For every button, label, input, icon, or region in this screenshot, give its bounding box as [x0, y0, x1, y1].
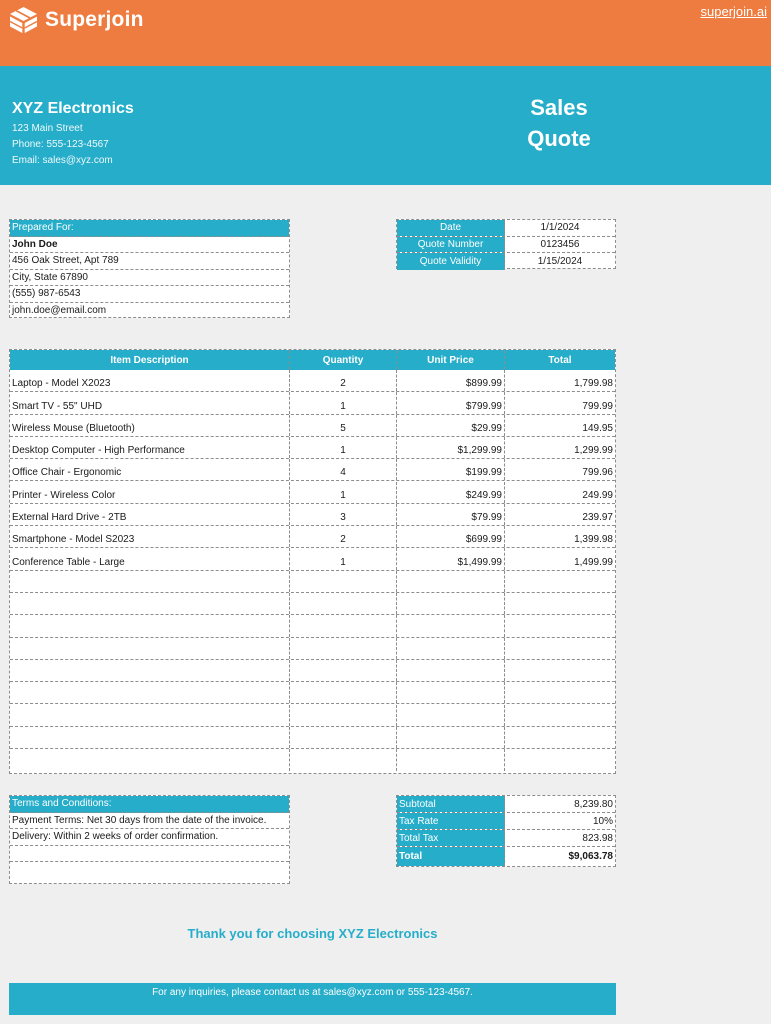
item-unit-price-cell[interactable] [397, 682, 505, 703]
item-description-cell[interactable] [10, 615, 290, 636]
item-unit-price-cell[interactable] [397, 593, 505, 614]
table-row [10, 548, 615, 570]
grand-total-value[interactable]: $9,063.78 [568, 851, 613, 862]
item-description-cell[interactable]: Office Chair - Ergonomic [10, 459, 290, 480]
terms-label: Terms and Conditions: [10, 796, 289, 813]
quote-date-row [397, 220, 615, 237]
totals-block [396, 795, 616, 867]
item-unit-price-cell[interactable] [397, 727, 505, 748]
item-total-cell[interactable] [505, 593, 615, 614]
item-unit-price-cell[interactable] [397, 749, 505, 771]
payment-terms[interactable]: Payment Terms: Net 30 days from the date of the invoice. [10, 813, 289, 830]
cube-logo-icon [8, 6, 39, 34]
quote-info-block [396, 219, 616, 269]
company-phone: Phone: 555-123-4567 [12, 139, 109, 150]
item-quantity-cell[interactable]: 2 [290, 370, 397, 391]
item-description-cell[interactable]: Desktop Computer - High Performance [10, 437, 290, 458]
item-description-cell[interactable] [10, 682, 290, 703]
table-row [10, 705, 615, 727]
column-header-description: Item Description [10, 350, 290, 370]
column-header-total: Total [548, 354, 572, 366]
item-total-cell[interactable] [505, 571, 615, 592]
table-row [10, 504, 615, 526]
prepared-for-block [9, 219, 290, 318]
item-unit-price-cell[interactable] [397, 705, 505, 726]
brand-link[interactable]: superjoin.ai [700, 4, 767, 19]
item-quantity-cell[interactable]: 3 [290, 504, 397, 525]
company-banner [0, 66, 771, 185]
item-quantity-cell[interactable]: 4 [290, 459, 397, 480]
terms-empty-row[interactable] [10, 862, 289, 883]
item-total-cell[interactable] [505, 749, 615, 771]
item-quantity-cell[interactable] [290, 571, 397, 592]
item-total-cell[interactable]: 799.96 [582, 467, 613, 479]
items-table [9, 349, 616, 774]
item-unit-price-cell[interactable]: $1,299.99 [397, 437, 505, 458]
table-row [10, 526, 615, 548]
table-row [10, 437, 615, 459]
quote-validity-row [397, 253, 615, 270]
quote-date-value[interactable]: 1/1/2024 [540, 222, 580, 234]
contact-footer: For any inquiries, please contact us at sales@xyz.com or 555-123-4567. [9, 983, 616, 1015]
table-row [10, 593, 615, 615]
item-unit-price-cell[interactable] [397, 660, 505, 681]
item-total-cell[interactable]: 799.99 [582, 400, 613, 412]
terms-empty-row[interactable] [10, 846, 289, 863]
table-row [10, 415, 615, 437]
item-total-cell[interactable] [505, 682, 615, 703]
item-unit-price-cell[interactable]: $899.99 [397, 370, 505, 391]
customer-phone[interactable]: (555) 987-6543 [10, 286, 289, 303]
prepared-for-label: Prepared For: [10, 220, 289, 237]
item-quantity-cell[interactable]: 1 [290, 392, 397, 413]
item-description-cell[interactable]: Smartphone - Model S2023 [10, 526, 290, 547]
document-title-line1: Sales [530, 95, 588, 120]
item-quantity-cell[interactable] [290, 615, 397, 636]
company-address: 123 Main Street [12, 123, 83, 134]
item-unit-price-cell[interactable]: $699.99 [397, 526, 505, 547]
customer-street[interactable]: 456 Oak Street, Apt 789 [10, 253, 289, 270]
superjoin-logo[interactable] [8, 6, 144, 34]
item-unit-price-cell[interactable]: $799.99 [397, 392, 505, 413]
item-total-cell[interactable] [505, 727, 615, 748]
brand-name: Superjoin [45, 8, 144, 31]
table-row [10, 727, 615, 749]
item-description-cell[interactable]: Conference Table - Large [10, 548, 290, 569]
quote-number-row [397, 237, 615, 254]
item-description-cell[interactable] [10, 638, 290, 659]
column-header-unit-price: Unit Price [397, 350, 505, 370]
brand-header [0, 0, 771, 66]
item-unit-price-cell[interactable]: $199.99 [397, 459, 505, 480]
table-row [10, 660, 615, 682]
item-total-cell[interactable]: 1,799.98 [574, 378, 613, 390]
total-tax-label: Total Tax [397, 830, 505, 846]
tax-rate-row [397, 813, 615, 830]
total-tax-value[interactable]: 823.98 [582, 832, 613, 844]
table-row [10, 392, 615, 414]
items-table-header [10, 350, 615, 370]
item-total-cell[interactable]: 1,499.99 [574, 556, 613, 568]
item-unit-price-cell[interactable] [397, 638, 505, 659]
table-row [10, 638, 615, 660]
customer-email[interactable]: john.doe@email.com [12, 304, 107, 316]
tax-rate-value[interactable]: 10% [592, 815, 613, 827]
company-email: Email: sales@xyz.com [12, 155, 113, 166]
item-description-cell[interactable]: Smart TV - 55" UHD [10, 392, 290, 413]
item-total-cell[interactable]: 239.97 [582, 512, 613, 524]
item-description-cell[interactable]: Laptop - Model X2023 [10, 370, 290, 391]
item-description-cell[interactable] [10, 727, 290, 748]
item-description-cell[interactable] [10, 660, 290, 681]
item-description-cell[interactable] [10, 705, 290, 726]
table-row [10, 571, 615, 593]
item-description-cell[interactable] [10, 749, 290, 771]
item-unit-price-cell[interactable]: $1,499.99 [397, 548, 505, 569]
item-total-cell[interactable]: 1,299.99 [574, 445, 613, 457]
item-total-cell[interactable] [505, 660, 615, 681]
item-total-cell[interactable] [505, 638, 615, 659]
quote-date-label: Date [397, 220, 505, 236]
table-row [10, 370, 615, 392]
item-total-cell[interactable]: 149.95 [582, 422, 613, 434]
item-quantity-cell[interactable] [290, 749, 397, 771]
table-row [10, 749, 615, 771]
quote-validity-label: Quote Validity [397, 253, 505, 270]
item-quantity-cell[interactable]: 1 [290, 437, 397, 458]
customer-name[interactable]: John Doe [10, 237, 289, 254]
item-quantity-cell[interactable] [290, 593, 397, 614]
item-unit-price-cell[interactable]: $79.99 [397, 504, 505, 525]
item-total-cell[interactable] [505, 615, 615, 636]
quote-validity-value[interactable]: 1/15/2024 [537, 255, 583, 267]
item-quantity-cell[interactable]: 1 [290, 482, 397, 503]
customer-city[interactable]: City, State 67890 [10, 270, 289, 287]
item-quantity-cell[interactable] [290, 682, 397, 703]
grand-total-row [397, 847, 615, 866]
item-unit-price-cell[interactable]: $29.99 [397, 415, 505, 436]
item-unit-price-cell[interactable]: $249.99 [397, 482, 505, 503]
subtotal-value[interactable]: 8,239.80 [574, 798, 613, 810]
table-row [10, 615, 615, 637]
subtotal-row [397, 796, 615, 813]
item-quantity-cell[interactable] [290, 638, 397, 659]
grand-total-label: Total [397, 847, 505, 866]
company-name: XYZ Electronics [12, 100, 134, 117]
subtotal-label: Subtotal [397, 796, 505, 812]
total-tax-row [397, 830, 615, 847]
item-quantity-cell[interactable]: 5 [290, 415, 397, 436]
document-title-line2: Quote [527, 126, 591, 151]
item-quantity-cell[interactable]: 1 [290, 548, 397, 569]
table-row [10, 459, 615, 481]
item-quantity-cell[interactable] [290, 727, 397, 748]
item-unit-price-cell[interactable] [397, 571, 505, 592]
column-header-quantity: Quantity [290, 350, 397, 370]
table-row [10, 682, 615, 704]
quote-number-value[interactable]: 0123456 [540, 238, 580, 250]
terms-block [9, 795, 290, 884]
item-quantity-cell[interactable]: 2 [290, 526, 397, 547]
table-row [10, 482, 615, 504]
item-total-cell[interactable] [505, 705, 615, 726]
item-total-cell[interactable]: 1,399.98 [574, 534, 613, 546]
item-unit-price-cell[interactable] [397, 615, 505, 636]
tax-rate-label: Tax Rate [397, 813, 505, 829]
document-title [508, 92, 610, 154]
item-description-cell[interactable]: Printer - Wireless Color [10, 482, 290, 503]
delivery-terms[interactable]: Delivery: Within 2 weeks of order confirmation. [10, 829, 289, 846]
item-quantity-cell[interactable] [290, 705, 397, 726]
item-total-cell[interactable]: 249.99 [582, 489, 613, 501]
item-description-cell[interactable] [10, 571, 290, 592]
item-description-cell[interactable]: Wireless Mouse (Bluetooth) [10, 415, 290, 436]
thank-you-message: Thank you for choosing XYZ Electronics [187, 926, 438, 941]
item-description-cell[interactable] [10, 593, 290, 614]
item-description-cell[interactable]: External Hard Drive - 2TB [10, 504, 290, 525]
item-quantity-cell[interactable] [290, 660, 397, 681]
quote-number-label: Quote Number [397, 237, 505, 253]
